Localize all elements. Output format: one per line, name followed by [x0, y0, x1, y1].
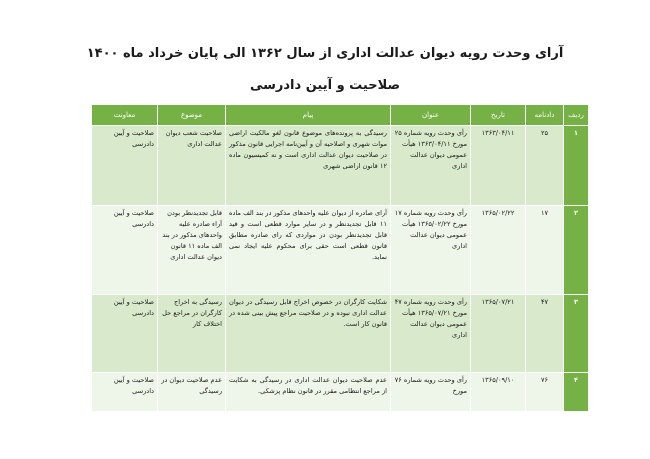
cell-payam: عدم صلاحیت دیوان عدالت اداری در رسیدگی به شکایت از مراجع انتظامی مقرر در قانون نظام پزشکی. — [226, 373, 391, 412]
cell-dadnameh: ۷۶ — [526, 373, 564, 412]
table-row — [92, 295, 589, 373]
cell-moavenat: صلاحیت و آیین دادرسی — [92, 295, 158, 373]
cell-onvan: رأی وحدت رویه شماره ۱۷ مورخ ۱۳۶۵/۰۲/۲۲ هیأت عمومی دیوان عدالت اداری — [391, 206, 471, 295]
header-tarikh: تاریخ — [471, 105, 526, 126]
cell-payam: شکایت کارگران در خصوص اخراج قابل رسیدگی در دیوان عدالت اداری نبوده و در صلاحیت مراجع پیش بینی شده در قانون کار است. — [226, 295, 391, 373]
header-dadnameh: دادنامه — [526, 105, 564, 126]
rulings-table — [91, 104, 589, 412]
cell-tarikh: ۱۳۶۵/۰۹/۱۰ — [471, 373, 526, 412]
cell-onvan: رأی وحدت رویه شماره ۷۶ مورخ — [391, 373, 471, 412]
table-header-row — [92, 105, 589, 126]
header-moavenat: معاونت — [92, 105, 158, 126]
cell-dadnameh: ۱۷ — [526, 206, 564, 295]
header-mozoo: موضوع — [158, 105, 226, 126]
cell-tarikh: ۱۳۶۵/۰۲/۲۲ — [471, 206, 526, 295]
header-payam: پیام — [226, 105, 391, 126]
table-row — [92, 126, 589, 206]
cell-moavenat: صلاحیت و آیین دادرسی — [92, 206, 158, 295]
cell-radif: ۲ — [564, 206, 589, 295]
cell-mozoo: عدم صلاحیت دیوان در رسیدگی — [158, 373, 226, 412]
cell-dadnameh: ۲۵ — [526, 126, 564, 206]
cell-dadnameh: ۴۷ — [526, 295, 564, 373]
cell-radif: ۱ — [564, 126, 589, 206]
cell-radif: ۴ — [564, 373, 589, 412]
cell-tarikh: ۱۳۶۵/۰۷/۲۱ — [471, 295, 526, 373]
cell-payam: آرای صادره از دیوان علیه واحدهای مذکور در بند الف ماده ۱۱ قابل تجدیدنظر و در سایر موارد قطعی است و قید قابل تجدیدنظر بودن در مواردی که رای صادره مطابق قانون قطعی است حقی برای محکوم علیه ایجاد نمی نماید. — [226, 206, 391, 295]
cell-mozoo: صلاحیت شعب دیوان عدالت اداری — [158, 126, 226, 206]
cell-moavenat: صلاحیت و آیین دادرسی — [92, 373, 158, 412]
cell-mozoo: رسیدگی به اخراج کارگران در مراجع حل اختلاف کار — [158, 295, 226, 373]
document-title: آرای وحدت رویه دیوان عدالت اداری از سال ۱۳۶۲ الی پایان خرداد ماه ۱۴۰۰ — [86, 46, 564, 61]
table-row — [92, 206, 589, 295]
cell-tarikh: ۱۳۶۳/۰۴/۱۱ — [471, 126, 526, 206]
cell-onvan: رأی وحدت رویه شماره ۴۷ مورخ ۱۳۶۵/۰۷/۲۱ هیأت عمومی دیوان عدالت اداری — [391, 295, 471, 373]
cell-moavenat: صلاحیت و آیین دادرسی — [92, 126, 158, 206]
header-onvan: عنوان — [391, 105, 471, 126]
cell-payam: رسیدگی به پرونده‌های موضوع قانون لغو مالکیت اراضی موات شهری و اصلاحیه آن و آیین‌نامه اجرایی قانون مذکور در صلاحیت دیوان عدالت اداری است و نه کمیسیون ماده ۱۲ قانون اراضی شهری — [226, 126, 391, 206]
cell-onvan: رأی وحدت رویه شماره ۲۵ مورخ ۱۳۶۳/۰۴/۱۱ هیأت عمومی دیوان عدالت اداری — [391, 126, 471, 206]
table-row — [92, 373, 589, 412]
document-subtitle: صلاحیت و آیین دادرسی — [249, 78, 401, 93]
header-radif: ردیف — [564, 105, 589, 126]
cell-mozoo: قابل تجدیدنظر بودن آراء صادره علیه واحدهای مذکور در بند الف ماده ۱۱ قانون دیوان عدالت اداری — [158, 206, 226, 295]
cell-radif: ۳ — [564, 295, 589, 373]
